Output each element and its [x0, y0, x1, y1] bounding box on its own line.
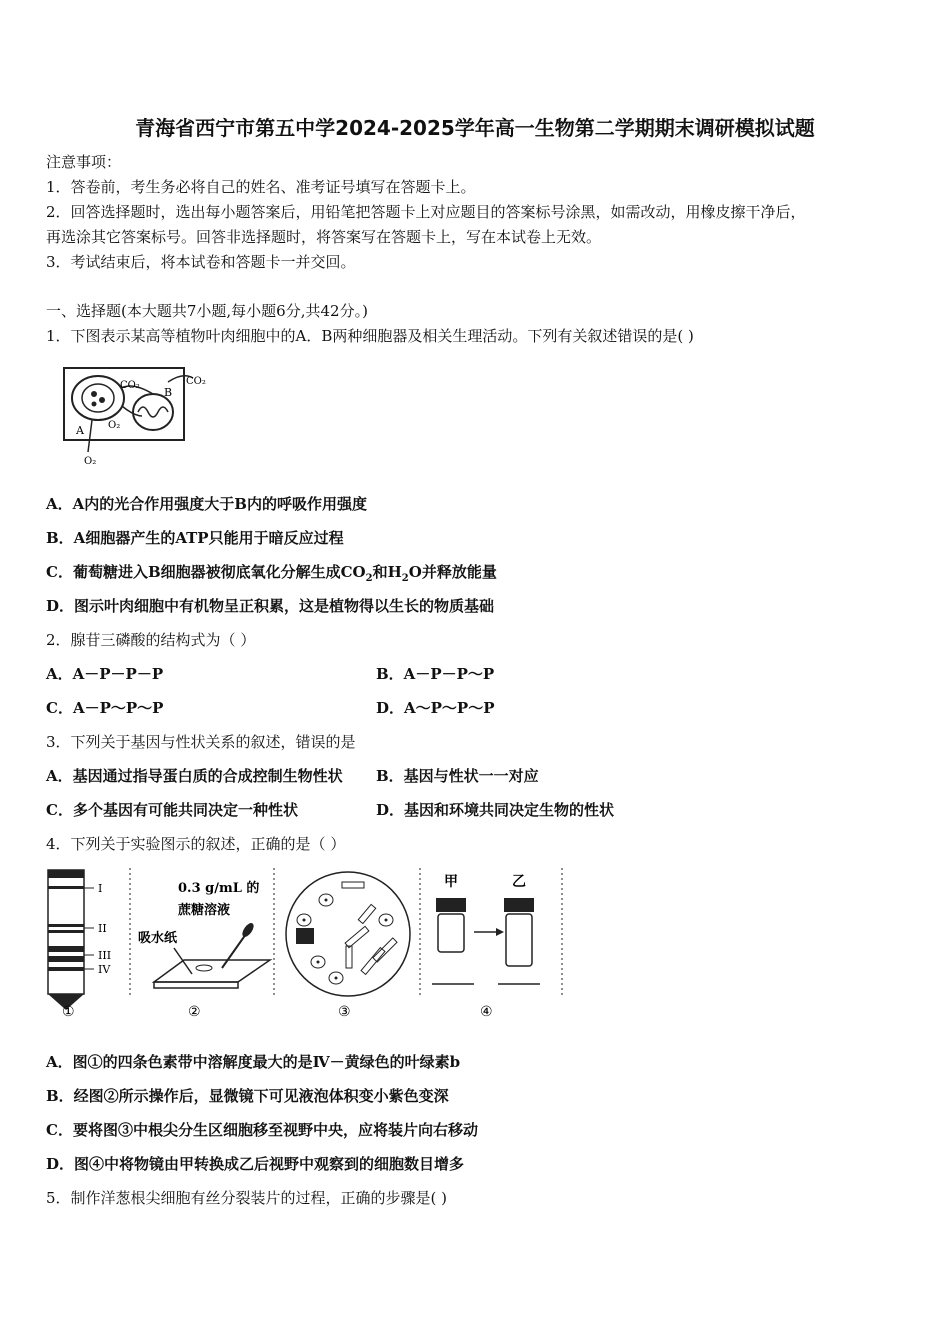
panel-number-4: ④: [480, 1004, 493, 1020]
q4-option-d: D．图④中将物镜由甲转换成乙后视野中观察到的细胞数目增多: [46, 1155, 465, 1173]
q2-option-b: B．A－P－P～P: [376, 665, 495, 683]
q3-option-d: D．基因和环境共同决定生物的性状: [376, 801, 615, 819]
q2-option-d: D．A～P～P～P: [376, 699, 495, 717]
label-b: B: [164, 386, 173, 399]
q1-stem: 1．下图表示某高等植物叶肉细胞中的A．B两种细胞器及相关生理活动。下列有关叙述错误的是( ): [46, 327, 694, 345]
label-o2-out: O₂: [84, 456, 97, 467]
q4-option-a: A．图①的四条色素带中溶解度最大的是Ⅳ－黄绿色的叶绿素b: [46, 1053, 461, 1071]
paper-label: 吸水纸: [138, 931, 178, 946]
q1-figure: [58, 362, 218, 470]
q1-option-d: D．图示叶肉细胞中有机物呈正积累，这是植物得以生长的物质基础: [46, 597, 495, 615]
notice-heading: 注意事项：: [46, 153, 122, 171]
notice-item-2-cont: 再选涂其它答案标号。回答非选择题时，将答案写在答题卡上，写在本试卷上无效。: [46, 228, 602, 246]
panel-2-slide: [138, 880, 270, 1020]
label-co2-in: CO₂: [120, 380, 140, 391]
notice-item-3: 3．考试结束后，将本试卷和答题卡一并交回。: [46, 253, 356, 271]
q4-stem: 4．下列关于实验图示的叙述，正确的是（ ）: [46, 835, 346, 853]
notice-item-2: 2．回答选择题时，选出每小题答案后，用铅笔把答题卡上对应题目的答案标号涂黑，如需改动，用橡皮擦干净后，: [46, 203, 806, 221]
sucrose-label-2: 蔗糖溶液: [178, 903, 231, 918]
q3-option-a: A．基因通过指导蛋白质的合成控制生物性状: [46, 767, 343, 785]
chloroplast-a: [72, 376, 124, 420]
mitochondrion-b: [133, 394, 173, 430]
panel-number-3: ③: [338, 1004, 351, 1020]
label-co2-out: CO₂: [186, 376, 206, 387]
q2-option-c: C．A－P～P～P: [46, 699, 164, 717]
panel-3-field: [286, 872, 410, 1020]
q4-option-b: B．经图②所示操作后，显微镜下可见液泡体积变小紫色变深: [46, 1087, 449, 1105]
sucrose-label-1: 0.3 g/mL 的: [178, 881, 260, 896]
band-label-4: IV: [98, 963, 111, 976]
panel-4-objectives: [432, 874, 540, 1020]
panel-number-1: ①: [62, 1004, 75, 1020]
q1-option-c: C．葡萄糖进入B细胞器被彻底氧化分解生成$CO_2$和$H_2O$并释放能量: [46, 563, 497, 584]
section-heading: 一、选择题(本大题共7小题,每小题6分,共42分。): [46, 302, 368, 320]
q4-option-c: C．要将图③中根尖分生区细胞移至视野中央，应将装片向右移动: [46, 1121, 478, 1139]
panel-1-strip: [48, 870, 111, 1020]
q1-option-a: A．A内的光合作用强度大于B内的呼吸作用强度: [46, 495, 367, 513]
q5-stem: 5．制作洋葱根尖细胞有丝分裂装片的过程，正确的步骤是( ): [46, 1189, 448, 1207]
label-yi: 乙: [512, 874, 526, 890]
panel-number-2: ②: [188, 1004, 201, 1020]
label-a: A: [76, 424, 84, 437]
notice-item-1: 1．答卷前，考生务必将自己的姓名、准考证号填写在答题卡上。: [46, 178, 476, 196]
band-label-2: II: [98, 922, 107, 935]
q4-figure: [42, 864, 568, 1024]
q3-stem: 3．下列关于基因与性状关系的叙述，错误的是: [46, 733, 356, 751]
band-label-1: I: [98, 882, 103, 895]
q2-option-a: A．A－P－P－P: [46, 665, 164, 683]
band-label-3: III: [98, 949, 112, 962]
q3-option-c: C．多个基因有可能共同决定一种性状: [46, 801, 298, 819]
q2-stem: 2．腺苷三磷酸的结构式为（ ）: [46, 631, 256, 649]
q3-option-b: B．基因与性状一一对应: [376, 767, 539, 785]
q1-option-b: B．A细胞器产生的ATP只能用于暗反应过程: [46, 529, 344, 547]
label-jia: 甲: [444, 874, 458, 890]
page-title: 青海省西宁市第五中学2024-2025学年高一生物第二学期期末调研模拟试题: [135, 116, 815, 140]
label-o2-inner: O₂: [108, 420, 121, 431]
